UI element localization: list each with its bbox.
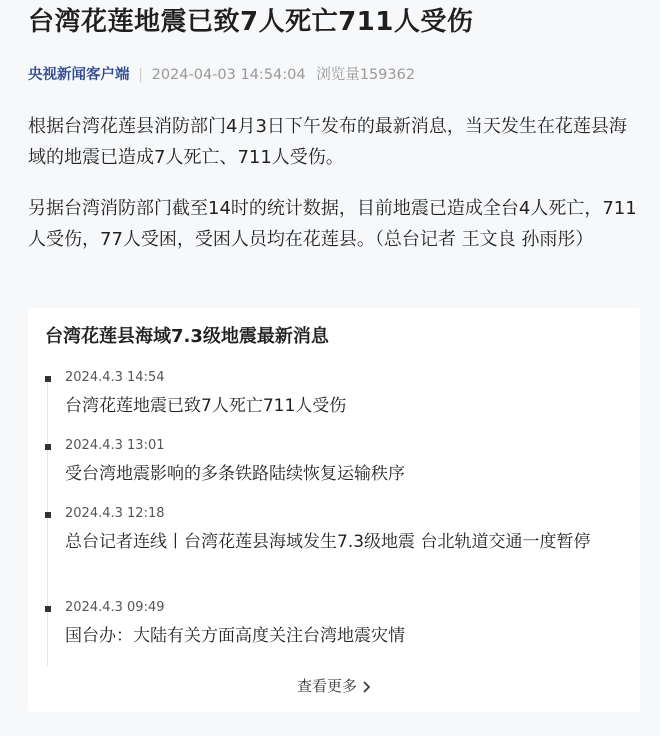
bullet-icon [45, 512, 51, 518]
view-more-button[interactable] [28, 674, 640, 698]
timeline-time: 2024.4.3 14:54 [65, 370, 165, 385]
timeline-time: 2024.4.3 12:18 [65, 506, 165, 521]
timeline-link[interactable]: 台湾花莲地震已致7人死亡711人受伤 [65, 396, 347, 416]
meta-separator: | [138, 67, 143, 83]
article-meta [28, 64, 415, 86]
view-more-label: 查看更多 [296, 677, 357, 695]
source-link[interactable]: 央视新闻客户端 [28, 67, 130, 83]
publish-datetime: 2024-04-03 14:54:04 [151, 67, 306, 83]
bullet-icon [45, 376, 51, 382]
article-paragraph: 根据台湾花莲县消防部门4月3日下午发布的最新消息，当天发生在花莲县海域的地震已造成7人死亡、711人受伤。 [28, 116, 627, 168]
bullet-icon [45, 444, 51, 450]
bullet-icon [45, 606, 51, 612]
timeline-line [47, 380, 48, 666]
timeline-link[interactable]: 国台办：大陆有关方面高度关注台湾地震灾情 [65, 626, 405, 646]
timeline-link[interactable]: 受台湾地震影响的多条铁路陆续恢复运输秩序 [65, 464, 405, 484]
related-news-title: 台湾花莲县海域7.3级地震最新消息 [45, 326, 329, 347]
view-count: 浏览量159362 [316, 67, 416, 83]
timeline-time: 2024.4.3 13:01 [65, 438, 165, 453]
timeline-link[interactable]: 总台记者连线丨台湾花莲县海域发生7.3级地震 台北轨道交通一度暂停 [65, 532, 591, 552]
timeline-time: 2024.4.3 09:49 [65, 600, 165, 615]
article-paragraph: 另据台湾消防部门截至14时的统计数据，目前地震已造成全台4人死亡，711人受伤，77人受困，受困人员均在花莲县。（总台记者 王文良 孙雨彤） [28, 198, 637, 250]
article-title: 台湾花莲地震已致7人死亡711人受伤 [28, 7, 474, 37]
chevron-right-icon [361, 681, 371, 693]
related-news-card [28, 308, 640, 712]
